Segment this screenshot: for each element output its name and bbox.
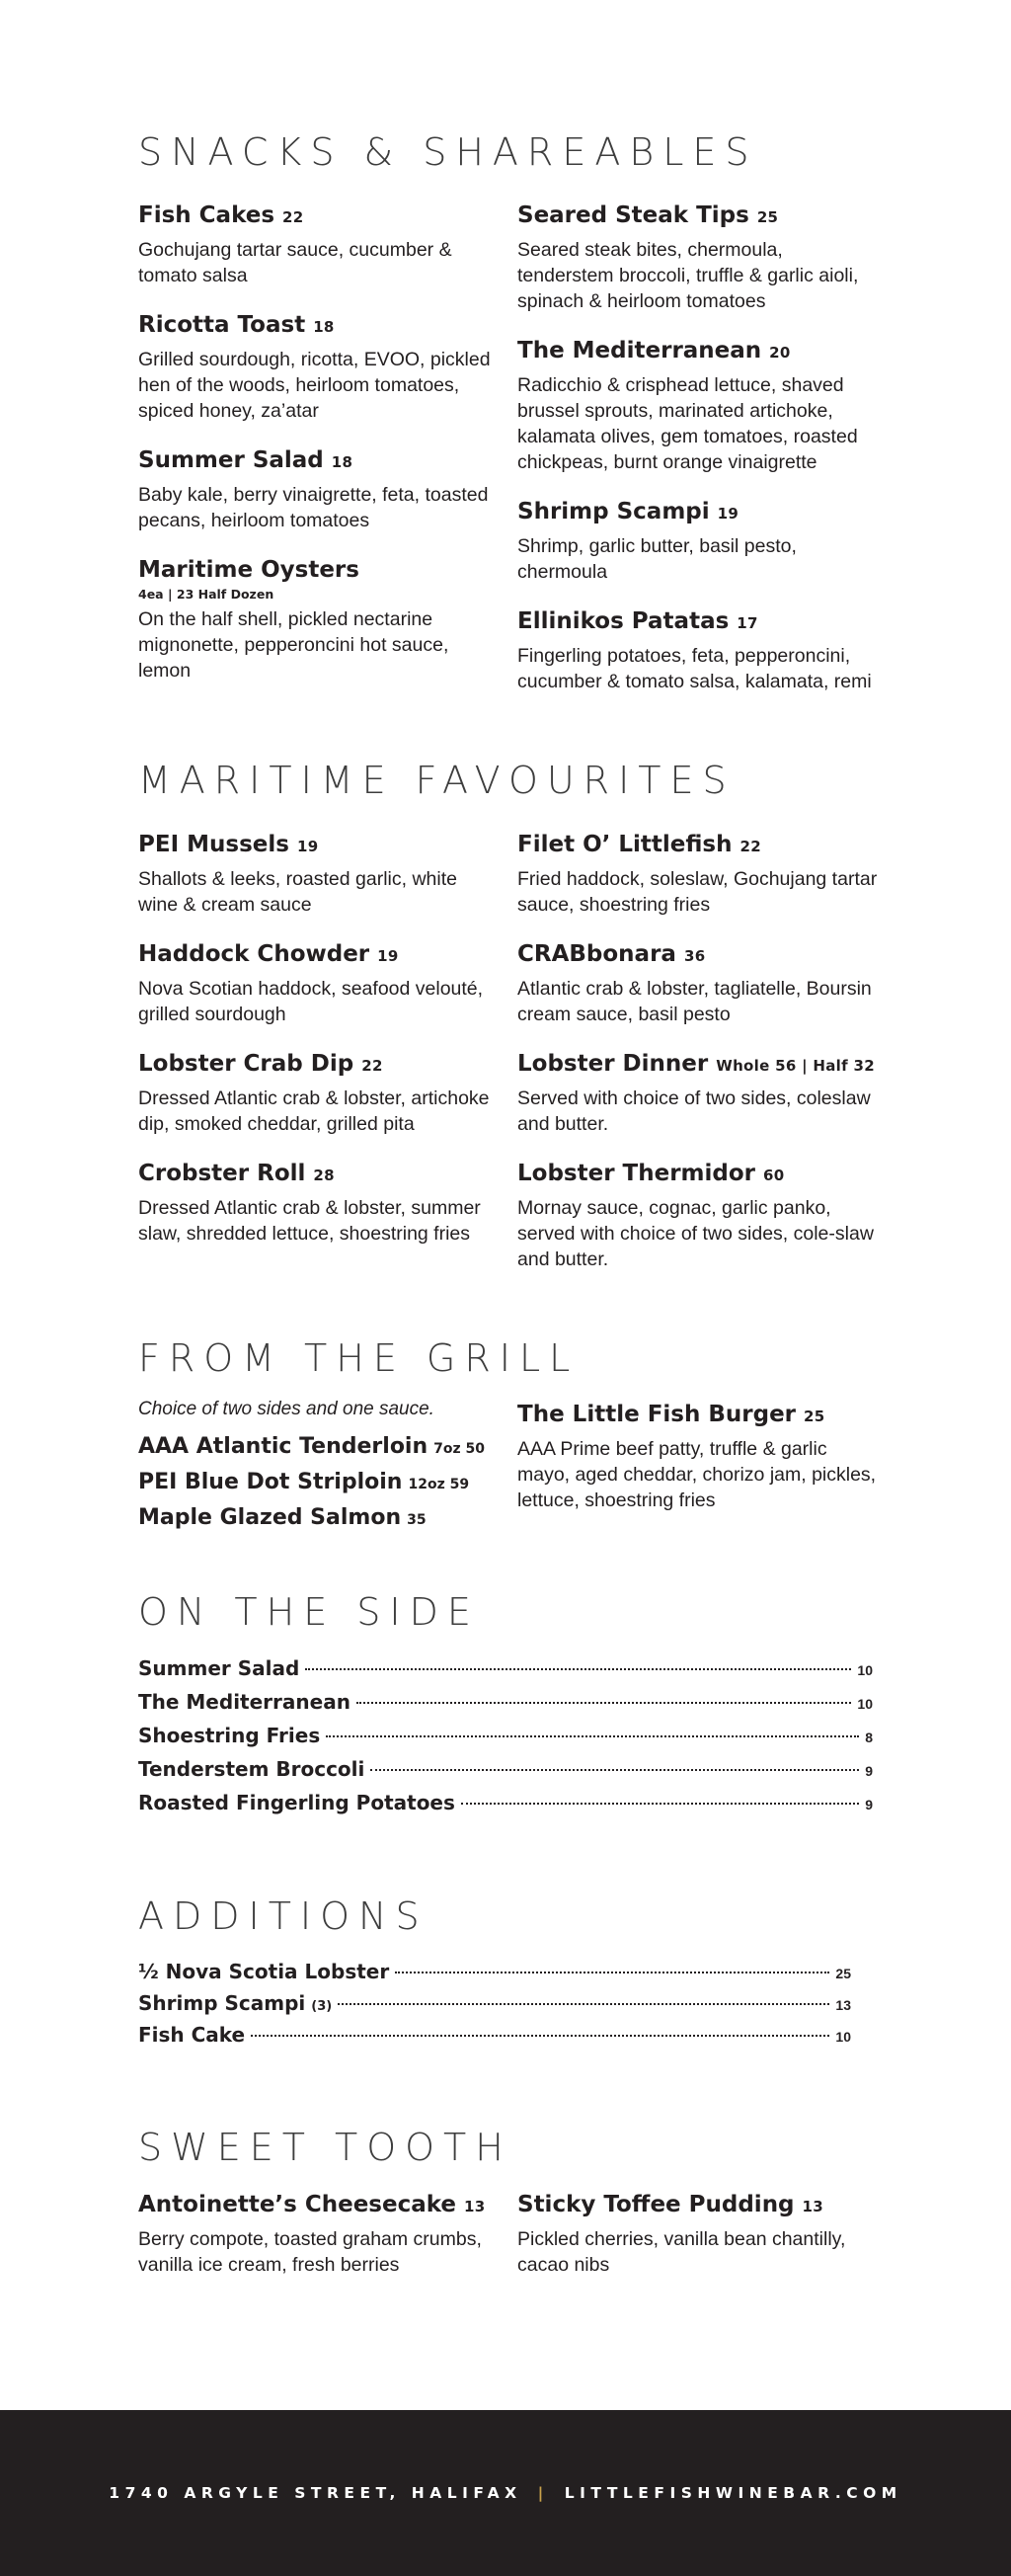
snacks-left-column <box>138 201 499 705</box>
item-description: Fingerling potatoes, feta, pepperoncini, cucumber & tomato salsa, kalamata, remi <box>517 645 872 692</box>
menu-item <box>138 201 499 288</box>
side-item <box>138 1791 873 1824</box>
side-item <box>138 1757 873 1791</box>
menu-item <box>517 336 878 475</box>
item-price: 10 <box>835 2029 851 2045</box>
menu-item <box>138 1159 499 1247</box>
section-title-side: ON THE SIDE <box>138 1590 480 1634</box>
item-description: Berry compote, toasted graham crumbs, vanilla ice cream, fresh berries <box>138 2228 482 2276</box>
section-title-additions: ADDITIONS <box>138 1894 428 1938</box>
item-price: 25 <box>756 208 779 226</box>
item-name: The Little Fish Burger <box>517 1402 797 1427</box>
item-description: Shallots & leeks, roasted garlic, white wine & cream sauce <box>138 868 457 916</box>
item-price: 22 <box>282 208 304 226</box>
item-subprice: 4ea | 23 Half Dozen <box>138 587 274 602</box>
item-description: Atlantic crab & lobster, tagliatelle, Boursin cream sauce, basil pesto <box>517 978 872 1025</box>
side-list <box>138 1656 873 1824</box>
item-name: Haddock Chowder <box>138 941 370 967</box>
item-price: Whole 56 | Half 32 <box>716 1057 875 1075</box>
menu-item <box>517 2190 878 2278</box>
item-name: Antoinette’s Cheesecake <box>138 2192 457 2217</box>
menu-item <box>517 497 878 585</box>
menu-item <box>517 1159 893 1272</box>
item-price: 19 <box>377 947 399 965</box>
side-item <box>138 1656 873 1690</box>
side-item <box>138 1724 873 1757</box>
menu-item <box>138 555 499 684</box>
item-price: 7oz 50 <box>433 1441 486 1457</box>
item-description: Nova Scotian haddock, seafood velouté, grilled sourdough <box>138 978 484 1025</box>
item-description: Served with choice of two sides, coleslaw and butter. <box>517 1087 871 1135</box>
maritime-right-column <box>517 830 893 1294</box>
item-price: 25 <box>804 1408 825 1425</box>
dot-leader <box>370 1769 859 1771</box>
sweet-right-column <box>517 2190 878 2299</box>
item-price: 28 <box>313 1167 335 1184</box>
section-title-maritime: MARITIME FAVOURITES <box>138 759 736 802</box>
dot-leader <box>305 1668 851 1670</box>
item-name: Crobster Roll <box>138 1161 306 1186</box>
grill-item <box>138 1466 499 1501</box>
maritime-left-column <box>138 830 499 1268</box>
menu-item <box>517 830 893 918</box>
item-name: ½ Nova Scotia Lobster <box>138 1960 390 1983</box>
item-name: Summer Salad <box>138 447 324 473</box>
item-name: Roasted Fingerling Potatoes <box>138 1791 455 1814</box>
item-price: 13 <box>464 2198 486 2215</box>
item-name: The Mediterranean <box>138 1690 350 1714</box>
item-description: Shrimp, garlic butter, basil pesto, chermoula <box>517 535 797 583</box>
addition-item <box>138 1991 851 2023</box>
item-name: PEI Mussels <box>138 832 289 857</box>
section-title-snacks: SNACKS & SHAREABLES <box>138 130 758 174</box>
item-price: 12oz 59 <box>408 1477 470 1492</box>
grill-left-column <box>138 1399 499 1537</box>
item-price: 35 <box>407 1512 427 1528</box>
grill-item <box>138 1430 499 1466</box>
menu-item <box>138 830 499 918</box>
item-quantity: (3) <box>311 1999 333 2014</box>
item-price: 20 <box>769 344 791 362</box>
item-price: 9 <box>865 1763 873 1779</box>
item-name: Sticky Toffee Pudding <box>517 2192 795 2217</box>
dot-leader <box>395 1972 829 1973</box>
item-price: 60 <box>763 1167 785 1184</box>
menu-item <box>138 939 499 1027</box>
section-title-sweet: SWEET TOOTH <box>138 2126 512 2169</box>
dot-leader <box>338 2003 829 2005</box>
item-price: 36 <box>683 947 706 965</box>
item-name: Filet O’ Littlefish <box>517 832 733 857</box>
item-name: Shrimp Scampi <box>517 499 710 524</box>
item-name: Tenderstem Broccoli <box>138 1757 365 1781</box>
item-price: 17 <box>737 614 758 632</box>
menu-item <box>517 1400 878 1513</box>
item-description: Dressed Atlantic crab & lobster, artichoke dip, smoked cheddar, grilled pita <box>138 1087 490 1135</box>
footer-separator: | <box>537 2484 549 2502</box>
item-name: PEI Blue Dot Striploin <box>138 1470 403 1494</box>
footer-website-link[interactable]: LITTLEFISHWINEBAR.COM <box>564 2484 902 2502</box>
item-name: Fish Cake <box>138 2023 246 2047</box>
side-item <box>138 1690 873 1724</box>
item-price: 13 <box>802 2198 824 2215</box>
addition-item <box>138 1960 851 1991</box>
footer-text <box>109 2484 901 2502</box>
menu-item <box>138 2190 499 2278</box>
item-price: 22 <box>739 838 761 855</box>
item-price: 25 <box>835 1966 851 1981</box>
item-price: 10 <box>857 1696 873 1712</box>
item-price: 9 <box>865 1797 873 1812</box>
item-price: 22 <box>361 1057 383 1075</box>
item-name: Shrimp Scampi (3) <box>138 1991 333 2015</box>
item-name: Lobster Dinner <box>517 1051 709 1077</box>
item-name: Seared Steak Tips <box>517 202 749 228</box>
item-price: 10 <box>857 1662 873 1678</box>
sweet-left-column <box>138 2190 499 2299</box>
dot-leader <box>326 1735 859 1737</box>
snacks-right-column <box>517 201 878 716</box>
item-name: Ellinikos Patatas <box>517 608 730 634</box>
item-description: AAA Prime beef patty, truffle & garlic mayo, aged cheddar, chorizo jam, pickles, lettuce, shoestring fries <box>517 1438 877 1511</box>
item-name: Maritime Oysters <box>138 557 359 583</box>
item-description: Gochujang tartar sauce, cucumber & tomato salsa <box>138 239 452 286</box>
item-name: Maple Glazed Salmon <box>138 1505 402 1530</box>
footer-address: 1740 ARGYLE STREET, HALIFAX <box>109 2484 522 2502</box>
item-price: 18 <box>313 318 335 336</box>
item-name: Summer Salad <box>138 1656 300 1680</box>
item-price: 13 <box>835 1997 851 2013</box>
addition-item <box>138 2023 851 2054</box>
item-description: Seared steak bites, chermoula, tenderstem broccoli, truffle & garlic aioli, spinach & heirloom tomatoes <box>517 239 859 312</box>
grill-right-column <box>517 1400 878 1535</box>
grill-item <box>138 1501 499 1537</box>
menu-item <box>138 445 499 533</box>
item-name: The Mediterranean <box>517 338 762 363</box>
item-name: Lobster Crab Dip <box>138 1051 354 1077</box>
item-description: Baby kale, berry vinaigrette, feta, toasted pecans, heirloom tomatoes <box>138 484 489 531</box>
item-name: Fish Cakes <box>138 202 275 228</box>
item-description: Dressed Atlantic crab & lobster, summer slaw, shredded lettuce, shoestring fries <box>138 1197 481 1245</box>
item-price: 18 <box>331 453 353 471</box>
additions-list <box>138 1960 851 2054</box>
item-description: Radicchio & crisphead lettuce, shaved brussel sprouts, marinated artichoke, kalamata olives, gem tomatoes, roasted chickpeas, burnt orange vinaigrette <box>517 374 858 473</box>
grill-note: Choice of two sides and one sauce. <box>138 1399 434 1419</box>
item-description: Mornay sauce, cognac, garlic panko, served with choice of two sides, cole-slaw and butter. <box>517 1197 874 1270</box>
menu-item <box>517 1049 893 1137</box>
menu-item <box>138 1049 499 1137</box>
menu-item <box>517 606 878 694</box>
item-price: 8 <box>865 1730 873 1745</box>
footer-bar <box>0 2410 1011 2576</box>
item-description: Grilled sourdough, ricotta, EVOO, pickled hen of the woods, heirloom tomatoes, spiced honey, za’atar <box>138 349 491 422</box>
item-name: CRABbonara <box>517 941 676 967</box>
item-description: Pickled cherries, vanilla bean chantilly, cacao nibs <box>517 2228 846 2276</box>
item-description: On the half shell, pickled nectarine mignonette, pepperoncini hot sauce, lemon <box>138 608 449 682</box>
item-name: AAA Atlantic Tenderloin <box>138 1434 428 1459</box>
menu-item <box>517 201 878 314</box>
menu-item <box>138 310 499 424</box>
item-name: Shoestring Fries <box>138 1724 321 1747</box>
dot-leader <box>356 1702 851 1704</box>
item-price: 19 <box>296 838 319 855</box>
section-title-grill: FROM THE GRILL <box>138 1336 580 1380</box>
item-name: Lobster Thermidor <box>517 1161 756 1186</box>
dot-leader <box>461 1803 859 1805</box>
item-description: Fried haddock, soleslaw, Gochujang tartar sauce, shoestring fries <box>517 868 878 916</box>
item-name: Ricotta Toast <box>138 312 306 338</box>
menu-item <box>517 939 893 1027</box>
dot-leader <box>251 2035 829 2037</box>
item-price: 19 <box>717 505 739 523</box>
